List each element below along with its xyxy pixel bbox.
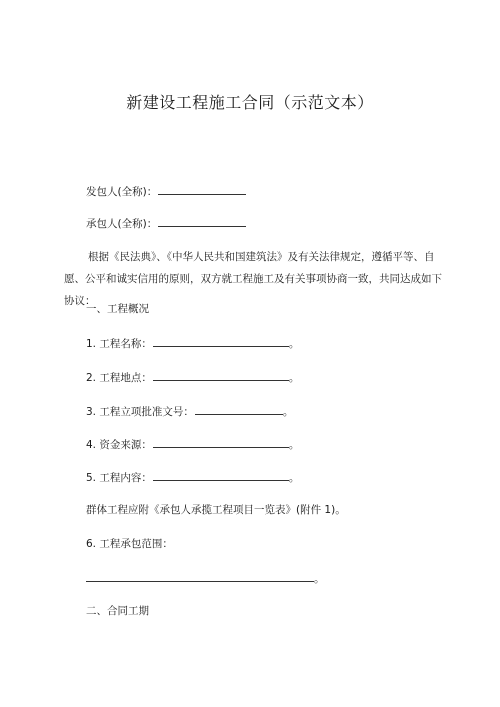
section2-heading: 二、合同工期 (86, 605, 149, 617)
party-b-field (86, 215, 246, 231)
item-approval-number (86, 403, 293, 419)
item-end: 。 (288, 439, 300, 451)
item-project-name (86, 335, 299, 351)
approval-number-blank[interactable] (195, 403, 283, 415)
item-end: 。 (288, 338, 300, 350)
party-a-label: 发包人(全称)： (86, 186, 158, 198)
project-content-blank[interactable] (153, 469, 289, 481)
party-b-label: 承包人(全称)： (86, 218, 158, 230)
item-label: 2. 工程地点： (86, 372, 152, 384)
party-b-blank[interactable] (158, 215, 246, 227)
item-fund-source (86, 436, 299, 452)
party-a-field (86, 183, 246, 199)
party-a-blank[interactable] (158, 183, 246, 195)
scope-field (86, 570, 325, 586)
item-project-location (86, 369, 299, 385)
section1-heading: 一、工程概况 (86, 303, 149, 315)
item-project-content (86, 469, 299, 485)
item-label: 5. 工程内容： (86, 472, 152, 484)
project-name-blank[interactable] (153, 335, 289, 347)
item-label: 4. 资金来源： (86, 439, 152, 451)
item-end: 。 (288, 372, 300, 384)
item-label: 3. 工程立项批准文号： (86, 406, 194, 418)
scope-blank[interactable] (86, 570, 314, 582)
scope-label: 6. 工程承包范围： (86, 538, 173, 550)
fund-source-blank[interactable] (153, 436, 289, 448)
preamble-paragraph: 根据《民法典》、《中华人民共和国建筑法》及有关法律规定，遵循平等、自愿、公平和诚实信用的原则，双方就工程施工及有关事项协商一致，共同达成如下协议： (64, 251, 442, 307)
document-title: 新建设工程施工合同（示范文本） (126, 93, 374, 112)
item-end: 。 (288, 472, 300, 484)
item-end: 。 (314, 573, 325, 585)
group-project-note: 群体工程应附《承包人承揽工程项目一览表》(附件 1)。 (86, 504, 346, 516)
item-label: 1. 工程名称： (86, 338, 152, 350)
item-end: 。 (282, 406, 294, 418)
project-location-blank[interactable] (153, 369, 289, 381)
